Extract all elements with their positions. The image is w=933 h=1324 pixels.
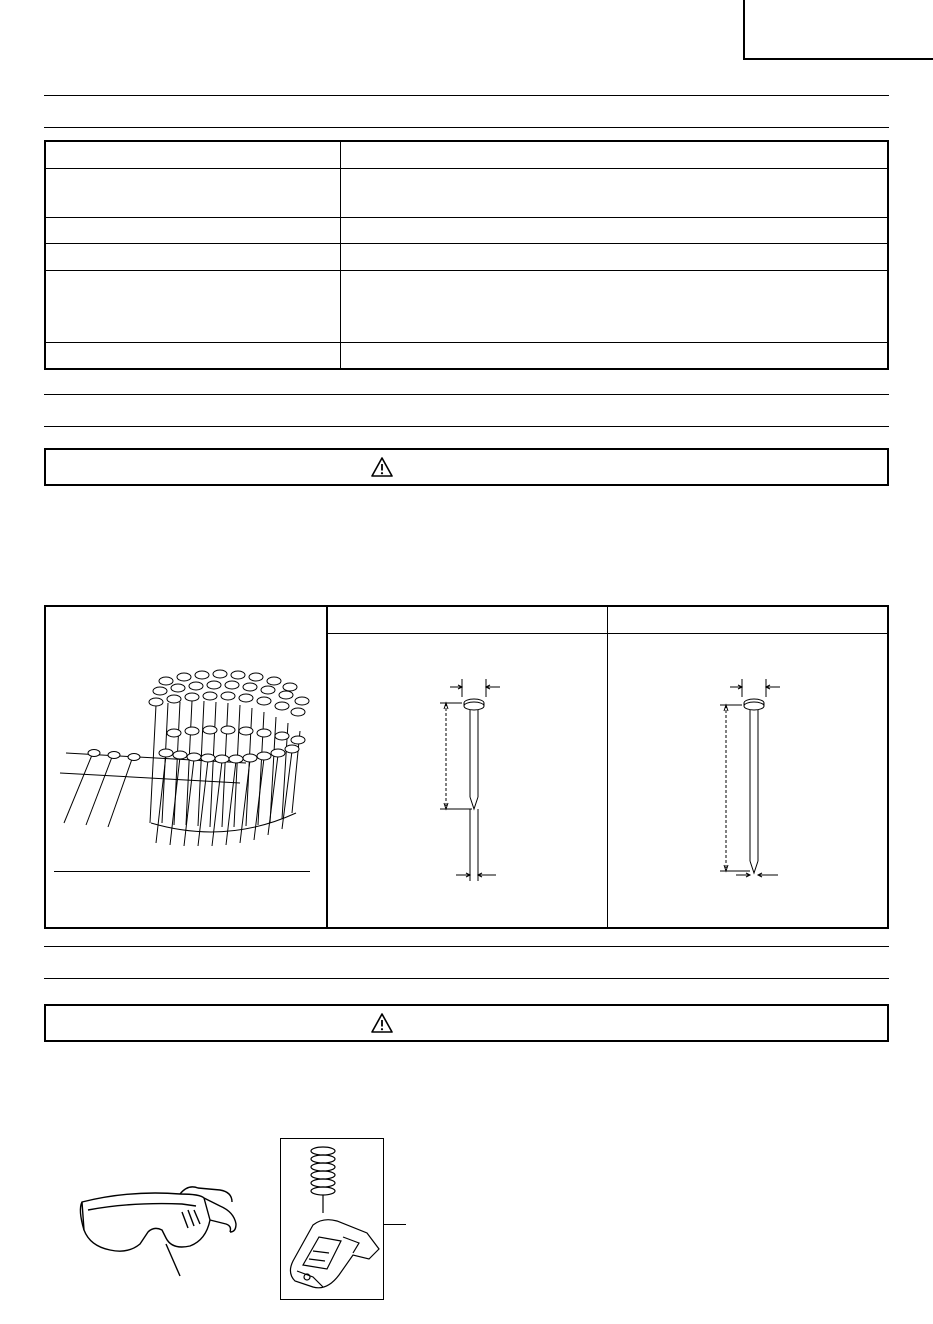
nail-dimension-icon <box>706 675 826 885</box>
table-row-divider <box>328 633 887 634</box>
section-rule <box>44 946 889 947</box>
nail-coil-icon <box>56 655 318 851</box>
section-rule <box>44 978 889 979</box>
section-rule <box>44 95 889 96</box>
warning-box <box>44 448 889 486</box>
table-row-divider <box>46 168 887 169</box>
caption-rule <box>54 871 310 872</box>
nail-guide-spring-icon <box>283 1141 381 1297</box>
language-tab <box>743 0 933 60</box>
leader-line <box>384 1224 406 1225</box>
nail-table <box>44 605 889 929</box>
table-divider <box>607 607 608 927</box>
warning-triangle-icon <box>371 1013 393 1033</box>
table-divider <box>326 607 328 927</box>
table-row-divider <box>46 243 887 244</box>
safety-goggles-icon <box>70 1180 250 1280</box>
warning-box <box>44 1004 889 1042</box>
nail-dimension-icon <box>426 675 526 885</box>
section-rule <box>44 394 889 395</box>
table-row-divider <box>46 270 887 271</box>
table-row-divider <box>46 217 887 218</box>
table-divider <box>340 142 341 368</box>
section-rule <box>44 426 889 427</box>
part-box <box>280 1138 384 1300</box>
section-rule <box>44 127 889 128</box>
warning-triangle-icon <box>371 457 393 477</box>
table-row-divider <box>46 342 887 343</box>
specifications-table <box>44 140 889 370</box>
